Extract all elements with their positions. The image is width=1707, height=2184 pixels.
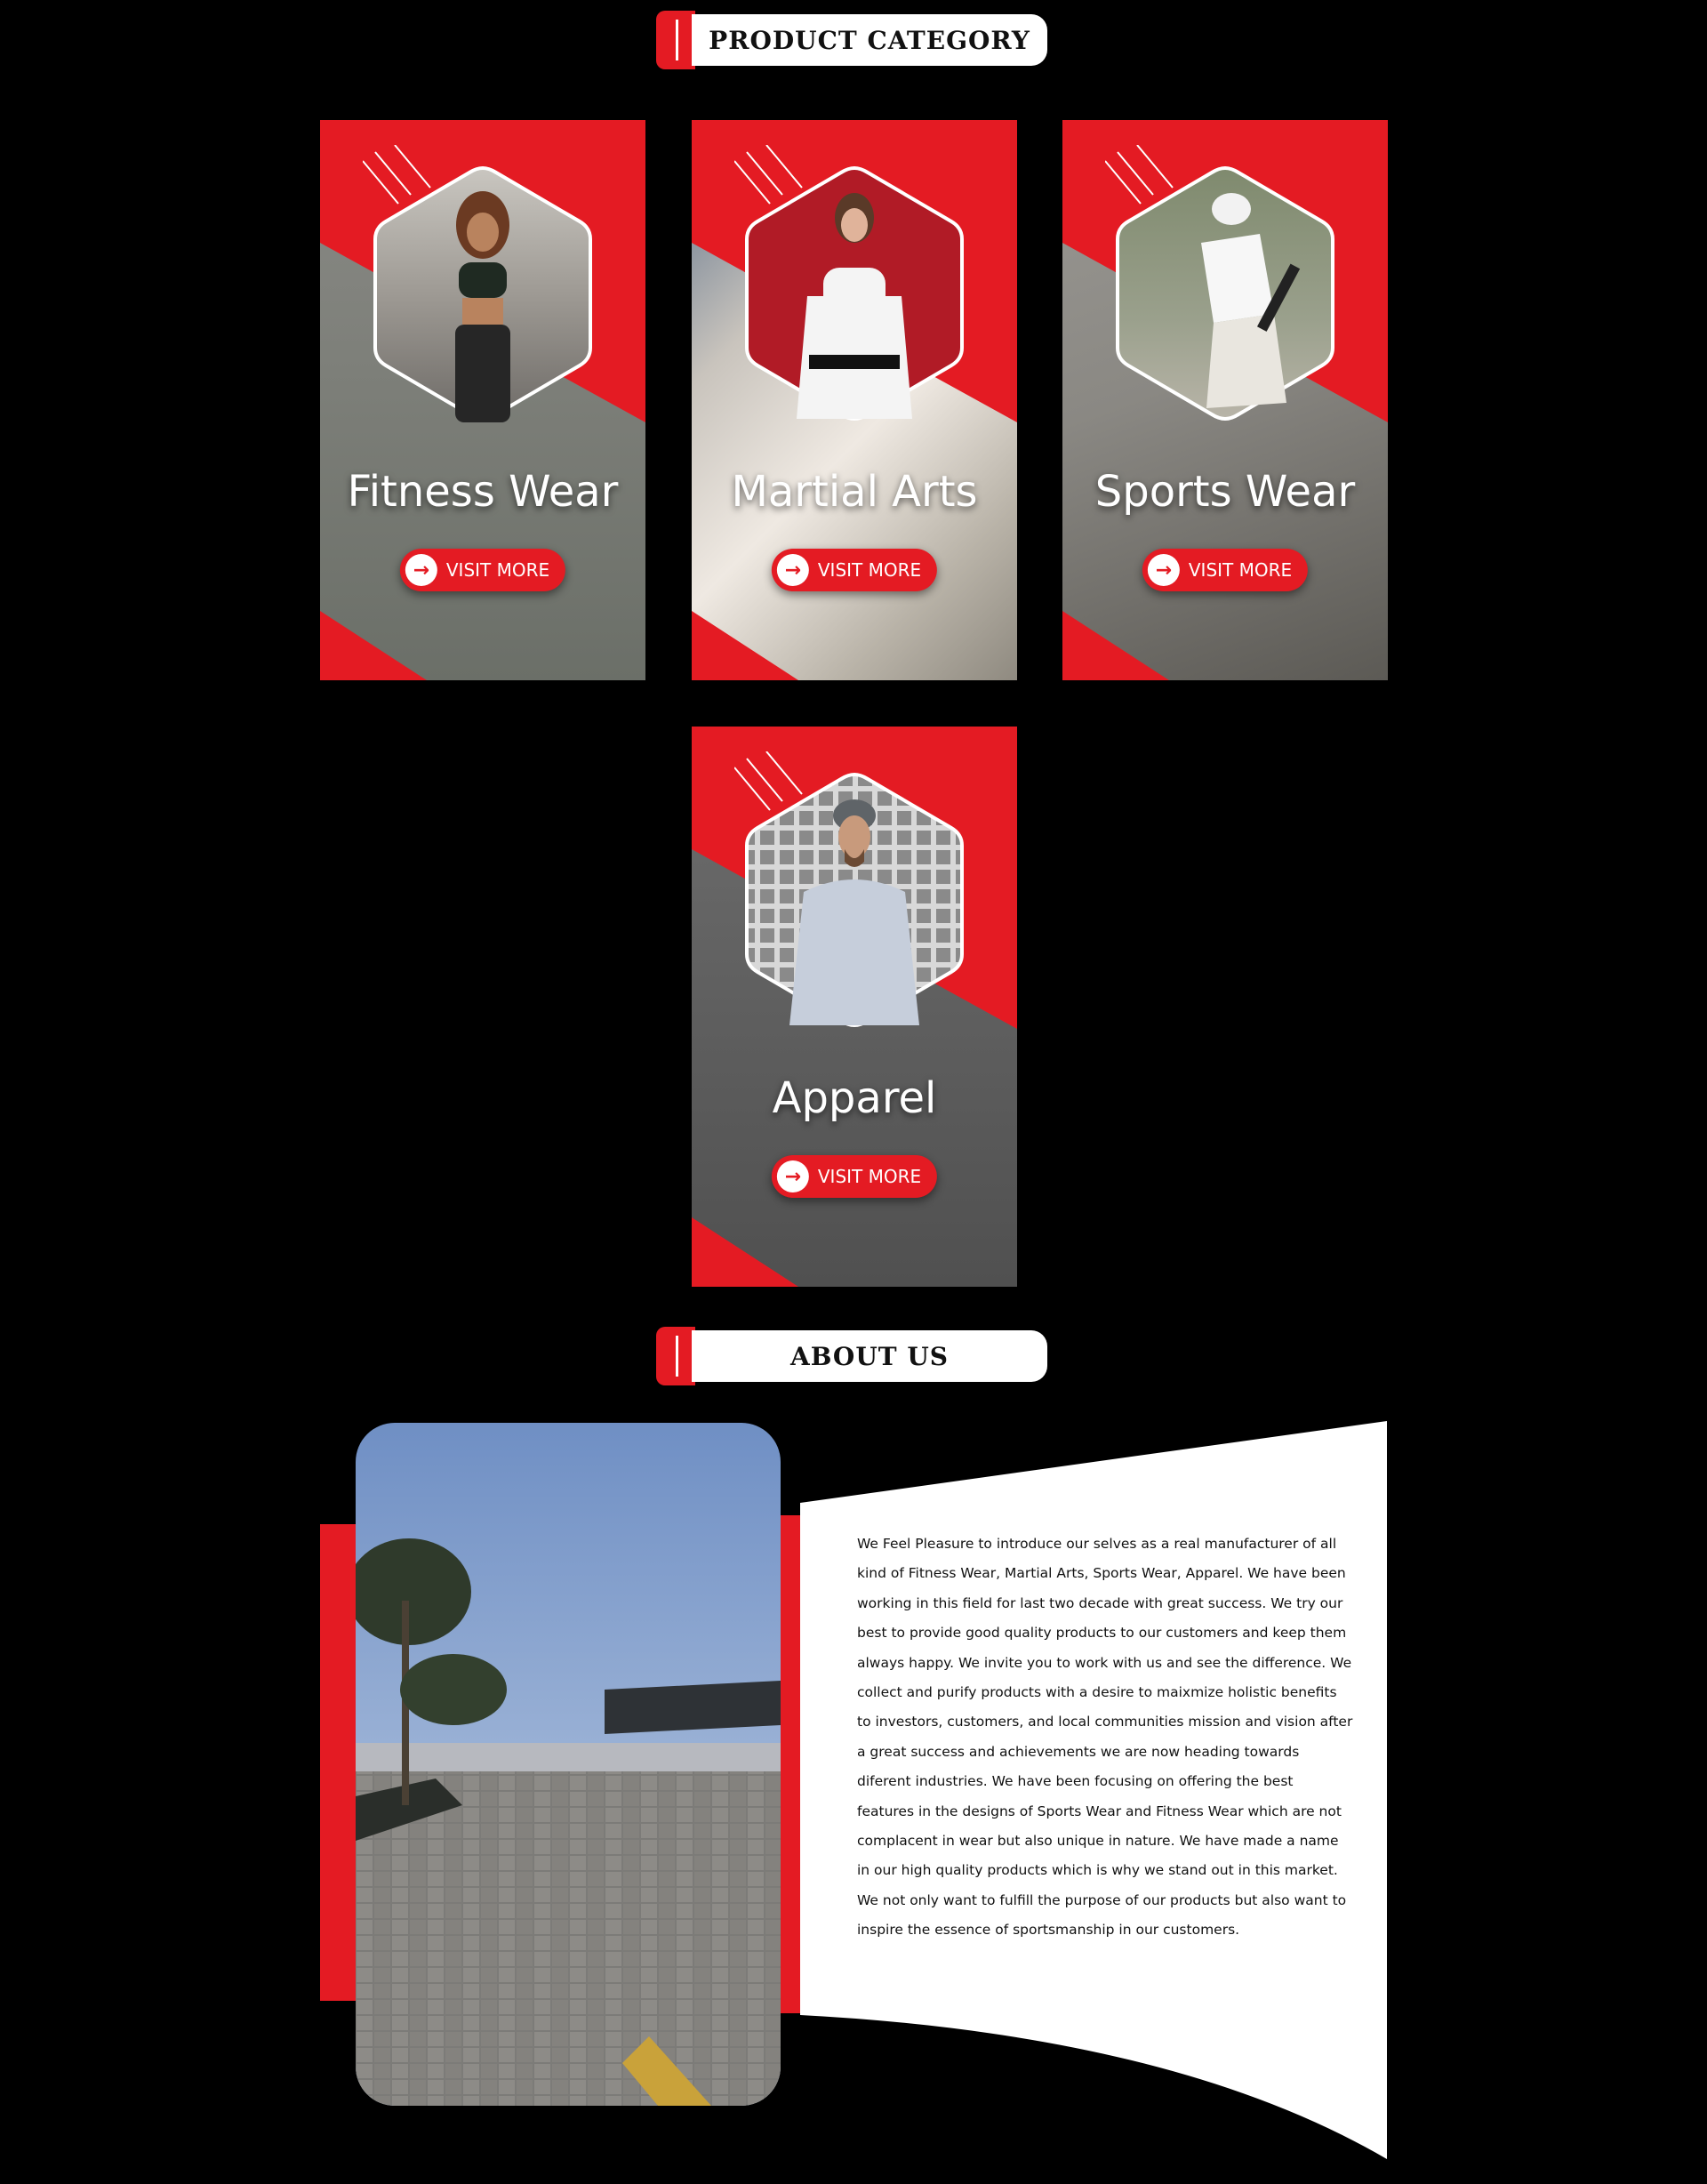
visit-more-label: VISIT MORE: [817, 1166, 922, 1187]
arrow-right-icon: →: [777, 1160, 809, 1192]
category-card-fitness-wear[interactable]: [320, 120, 645, 680]
about-us-title: ABOUT US: [692, 1330, 1047, 1382]
visit-more-label: VISIT MORE: [445, 559, 550, 581]
heading-tab-accent: [656, 1327, 695, 1385]
heading-tab-accent: [656, 11, 695, 69]
visit-more-label: VISIT MORE: [1188, 559, 1293, 581]
category-title: Sports Wear: [1094, 467, 1356, 517]
visit-more-button[interactable]: [772, 549, 937, 591]
visit-more-button[interactable]: [400, 549, 565, 591]
fitness-hexagon-photo: [366, 163, 599, 424]
product-category-title: PRODUCT CATEGORY: [692, 14, 1047, 66]
visit-more-button[interactable]: [1142, 549, 1308, 591]
sports-wear-hexagon-photo: [1109, 163, 1342, 424]
about-description: We Feel Pleasure to introduce our selves as a real manufacturer of all kind of Fitness Wear, Martial Arts, Sports Wear, Apparel. We have been working in this field for last two decade with great success. We try our best to provide good quality products to our customers and keep them always happy. We invite you to work with us and see the difference. We collect and purify products with a desire to maixmize holistic benefits to investors, customers, and local communities mission and vision after a great success and achievements we are now heading towards diferent industries. We have been focusing on offering the best features in the designs of Sports Wear and Fitness Wear which are not complacent in wear but also unique in nature. We have made a name in our high quality products which is why we stand out in this market. We not only want to fulfill the purpose of our products but also want to inspire the essence of sportsmanship in our customers.: [857, 1536, 1353, 1939]
arrow-right-icon: →: [405, 554, 437, 586]
category-title: Fitness Wear: [347, 467, 619, 517]
about-accent-bar-left: [320, 1524, 359, 2001]
arrow-right-icon: →: [777, 554, 809, 586]
visit-more-label: VISIT MORE: [817, 559, 922, 581]
category-card-sports-wear[interactable]: [1062, 120, 1388, 680]
factory-courtyard-photo: [356, 1423, 781, 2106]
product-category-heading-tab: [656, 11, 1049, 69]
arrow-right-icon: →: [1148, 554, 1180, 586]
category-card-apparel[interactable]: [692, 727, 1017, 1287]
martial-arts-hexagon-photo: [738, 163, 971, 424]
category-card-martial-arts[interactable]: [692, 120, 1017, 680]
about-us-heading-tab: [656, 1327, 1049, 1385]
visit-more-button[interactable]: [772, 1155, 937, 1198]
category-title: Martial Arts: [731, 467, 978, 517]
category-title: Apparel: [772, 1073, 937, 1123]
apparel-hexagon-photo: [738, 769, 971, 1031]
